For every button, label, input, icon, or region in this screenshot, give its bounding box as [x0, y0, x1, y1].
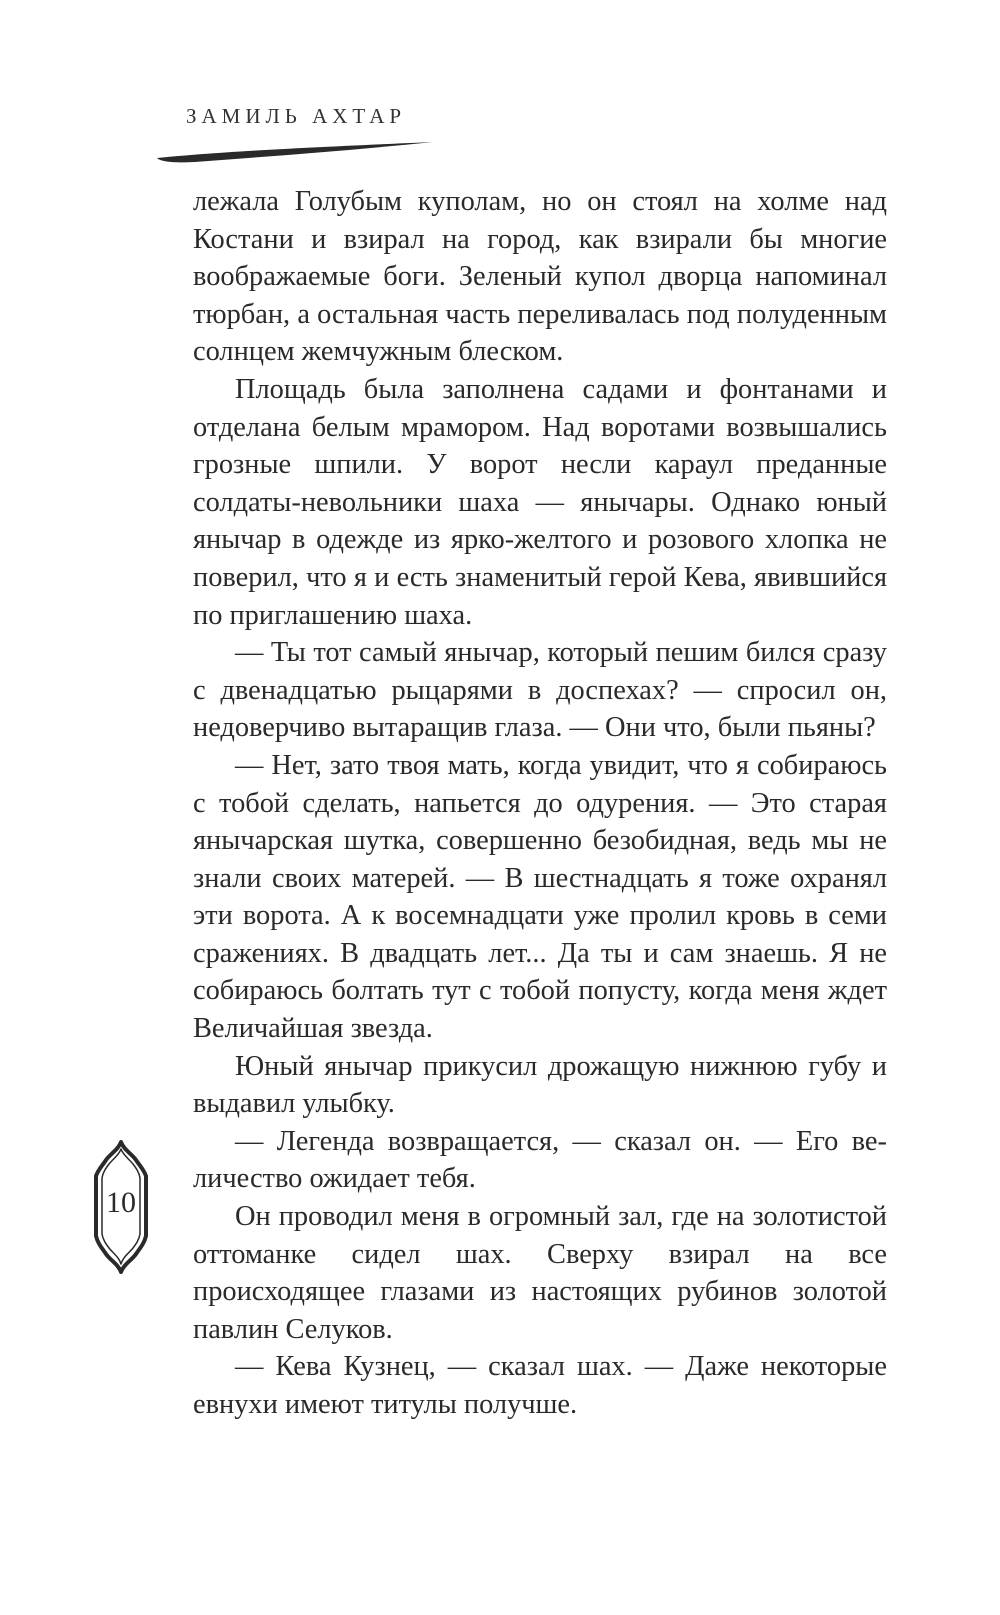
page-number: 10 [106, 1186, 136, 1219]
body-text [193, 183, 887, 1424]
paragraph: — Ты тот самый янычар, который пешим бился сразу с двенадцатью рыцарями в доспехах? — спросил он, недоверчиво вытаращив глаза. — Они что, были пьяны? [193, 637, 887, 744]
running-title: ЗАМИЛЬ АХТАР [186, 104, 407, 128]
paragraph: Он проводил меня в огромный зал, где на золотистой оттоманке сидел шах. Сверху взирал на все происходящее глазами из настоящих рубинов золотой павлин Селуков. [193, 1201, 887, 1345]
paragraph: Юный янычар прикусил дрожащую нижнюю губу и выдавил улыбку. [193, 1050, 887, 1120]
page-number-badge [88, 1140, 154, 1274]
paragraph: — Легенда возвращается, — сказал он. — Его величество ожидает тебя. [193, 1125, 887, 1195]
paragraph: лежала Голубым куполам, но он стоял на холме над Костани и взирал на город, как взирали бы многие воображаемые боги. Зеленый купол дворца напоминал тюрбан, а остальная часть переливалась под полуденным солнцем жемчужным блеском. [193, 186, 887, 368]
brush-stroke-rule-icon [155, 142, 435, 166]
paragraph: Площадь была заполнена садами и фонтанами и отделана белым мрамором. Над воротами возвышались грозные шпили. У ворот несли караул преданные солдаты-невольники шаха — янычары. Однако юный янычар в одежде из ярко-желтого и розового хлопка не поверил, что я и есть знаменитый герой Кева, явившийся по приглашению шаха. [193, 373, 887, 631]
paragraph: — Кева Кузнец, — сказал шах. — Даже некоторые евнухи имеют титулы получше. [193, 1351, 887, 1420]
paragraph: — Нет, зато твоя мать, когда увидит, что я собираюсь с тобой сделать, напьется до одурения. — Это старая янычарская шутка, совершенно безобидная, ведь мы не знали своих матерей. — В шестнадцать я тоже охранял эти ворота. А к восемнадцати уже пролил кровь в семи сражениях. В двадцать лет... Да ты и сам знаешь. Я не собираюсь болтать тут с тобой попусту, когда меня ждет Величайшая звезда. [193, 749, 887, 1045]
